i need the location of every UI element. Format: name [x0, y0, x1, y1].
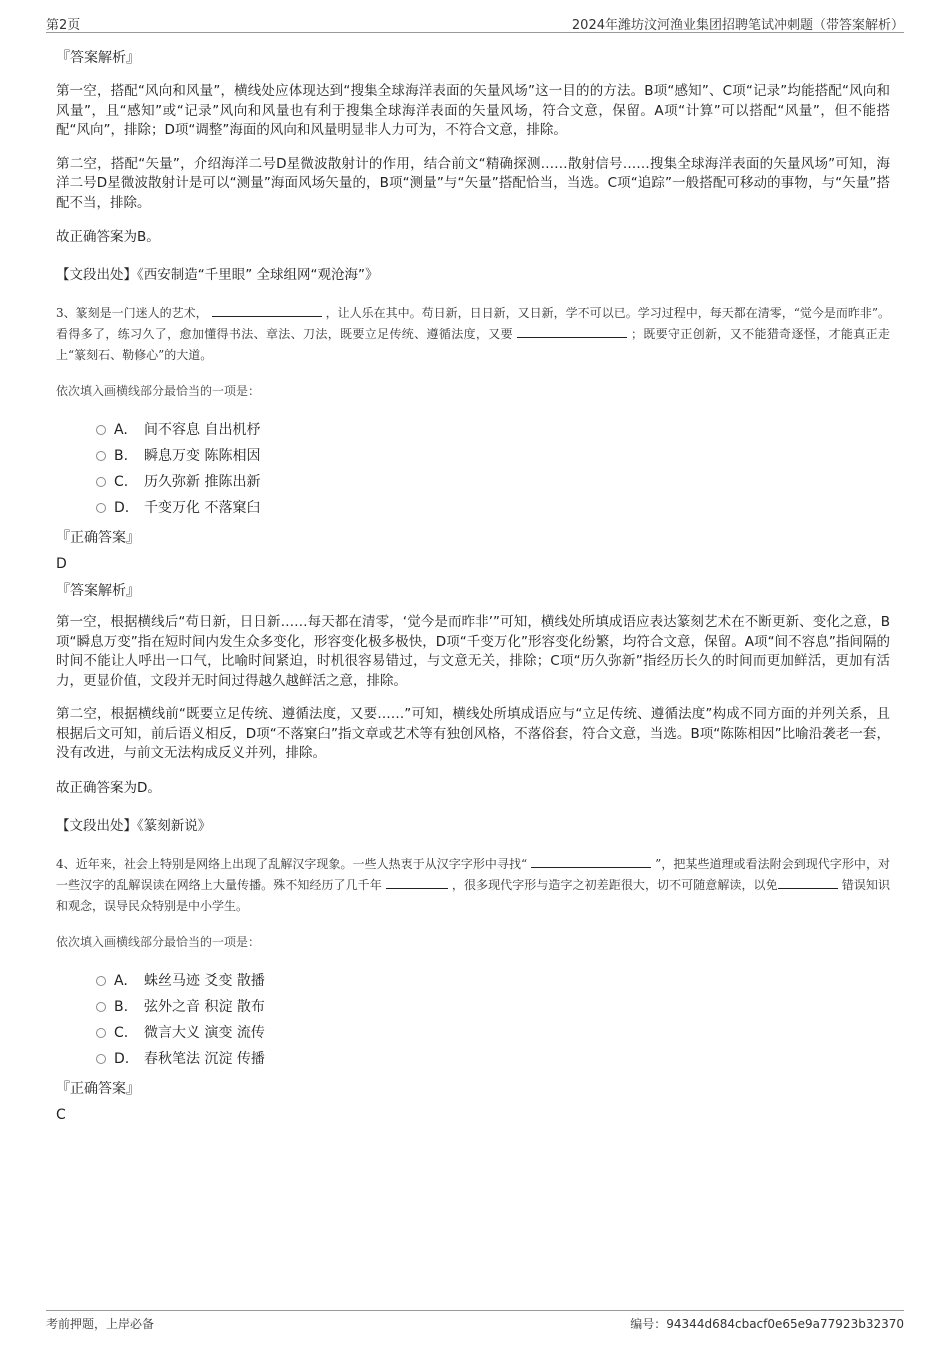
q3-answer-label: 『正确答案』	[56, 530, 140, 546]
q3-prompt: 依次填入画横线部分最恰当的一项是：	[56, 384, 261, 398]
q2-analysis-para-1: 第一空，搭配“风向和风量”，横线处应体现达到“搜集全球海洋表面的矢量风场”这一目的的方法。B项“感知”、C项“记录”均能搭配“风向和风量”，且“感知”或“记录”风向和风量也有利于搜集全球海洋表面的矢量风场，符合文意，保留。A项“计算”可以搭配“风量”，但不能搭配“风向”，排除；D项“调整”海面的风向和风量明显非人力可为，不符合文意，排除。	[56, 83, 890, 138]
radio-icon[interactable]	[96, 425, 106, 435]
q3-analysis-label: 『答案解析』	[56, 583, 140, 599]
q3-option-b[interactable]: B. 瞬息万变 陈陈相因	[96, 443, 890, 469]
q4-blank-1	[531, 855, 651, 868]
footer-serial: 编号：94344d684cbacf0e65e9a77923b32370	[630, 1317, 904, 1331]
q2-analysis-para-2: 第二空，搭配“矢量”，介绍海洋二号D星微波散射计的作用，结合前文“精确探测……散射信号……搜集全球海洋表面的矢量风场”可知，海洋二号D星微波散射计是可以“测量”海面风场矢量的，B项“测量”与“矢量”搭配恰当，当选。C项“追踪”一般搭配可移动的事物，与“矢量”搭配不当，排除。	[56, 155, 890, 211]
q3-option-a[interactable]: A. 间不容息 自出机杼	[96, 417, 890, 443]
q4-blank-3	[778, 876, 838, 889]
radio-icon[interactable]	[96, 976, 106, 986]
q2-analysis-label: 『答案解析』	[56, 50, 140, 66]
q3-option-d[interactable]: D. 千变万化 不落窠臼	[96, 495, 890, 521]
radio-icon[interactable]	[96, 1028, 106, 1038]
q3-analysis-para-2: 第二空，根据横线前“既要立足传统、遵循法度，又要……”可知，横线处所填成语应与“立足传统、遵循法度”构成不同方面的并列关系，且根据后文可知，前后语义相反，D项“不落窠臼”指文章或艺术等有独创风格，不落俗套，符合文意，当选。B项“陈陈相因”比喻沿袭老一套，没有改进，与前文无法构成反义并列，排除。	[56, 706, 890, 761]
q4-options	[96, 968, 890, 1072]
q3-blank-1	[212, 304, 322, 317]
q2-conclusion: 故正确答案为B。	[56, 229, 160, 245]
q4-blank-2	[386, 876, 448, 889]
q3-options	[96, 417, 890, 521]
radio-icon[interactable]	[96, 1002, 106, 1012]
radio-icon[interactable]	[96, 503, 106, 513]
footer-slogan: 考前押题，上岸必备	[46, 1317, 155, 1331]
q2-source: 【文段出处】《西安制造“千里眼” 全球组网“观沧海”》	[56, 267, 379, 283]
q3-question-text: 3、篆刻是一门迷人的艺术， ，让人乐在其中。苟日新，日日新，又日新，学不可以已。学习过程中，每天都在清零，“觉今是而昨非”。看得多了，练习久了，愈加懂得书法、章法、刀法，既要立足传统、遵循法度，又要 ；既要守正创新，又不能猎奇逐怪，才能真正走上“篆刻石、勒修心”的大道。	[56, 306, 890, 362]
q4-option-c[interactable]: C. 微言大义 演变 流传	[96, 1020, 890, 1046]
q3-blank-2	[517, 325, 627, 338]
page-number: 第2页	[46, 18, 81, 33]
page-footer	[46, 1310, 904, 1335]
q4-option-d[interactable]: D. 春秋笔法 沉淀 传播	[96, 1046, 890, 1072]
radio-icon[interactable]	[96, 1054, 106, 1064]
q4-answer-label: 『正确答案』	[56, 1080, 140, 1097]
q3-answer: D	[56, 556, 67, 572]
q3-option-c[interactable]: C. 历久弥新 推陈出新	[96, 469, 890, 495]
q3-conclusion: 故正确答案为D。	[56, 779, 161, 796]
page-content	[56, 40, 890, 1132]
q3-analysis-para-1: 第一空，根据横线后“苟日新，日日新……每天都在清零，‘觉今是而昨非’”可知，横线处所填成语应表达篆刻艺术在不断更新、变化之意，B项“瞬息万变”指在短时间内发生众多变化，形容变化极多极快，D项“千变万化”形容变化纷繁，均符合文意，保留。A项“间不容息”指间隔的时间不能让人呼出一口气，比喻时间紧迫，时机很容易错过，与文意无关，排除；C项“历久弥新”指经历长久的时间而更加鲜活，更加有活力，更显价值，文段并无时间过得越久越鲜活之意，排除。	[56, 614, 890, 689]
q4-prompt: 依次填入画横线部分最恰当的一项是：	[56, 934, 261, 949]
radio-icon[interactable]	[96, 451, 106, 461]
q4-question-text: 4、近年来，社会上特别是网络上出现了乱解汉字现象。一些人热衷于从汉字字形中寻找“ ”，把某些道理或看法附会到现代字形中，对一些汉字的乱解误读在网络上大量传播。殊不知经历了几千年 ，很多现代字形与造字之初差距很大，切不可随意解读，以免 错误知识和观念，误导民众特别是中小学生。	[56, 856, 890, 913]
radio-icon[interactable]	[96, 477, 106, 487]
q4-answer: C	[56, 1106, 66, 1123]
q3-source: 【文段出处】《篆刻新说》	[56, 817, 212, 834]
q4-option-a[interactable]: A. 蛛丝马迹 爻变 散播	[96, 968, 890, 994]
page-header	[46, 12, 904, 33]
q4-option-b[interactable]: B. 弦外之音 积淀 散布	[96, 994, 890, 1020]
document-title: 2024年潍坊汶河渔业集团招聘笔试冲刺题（带答案解析）	[571, 18, 904, 33]
